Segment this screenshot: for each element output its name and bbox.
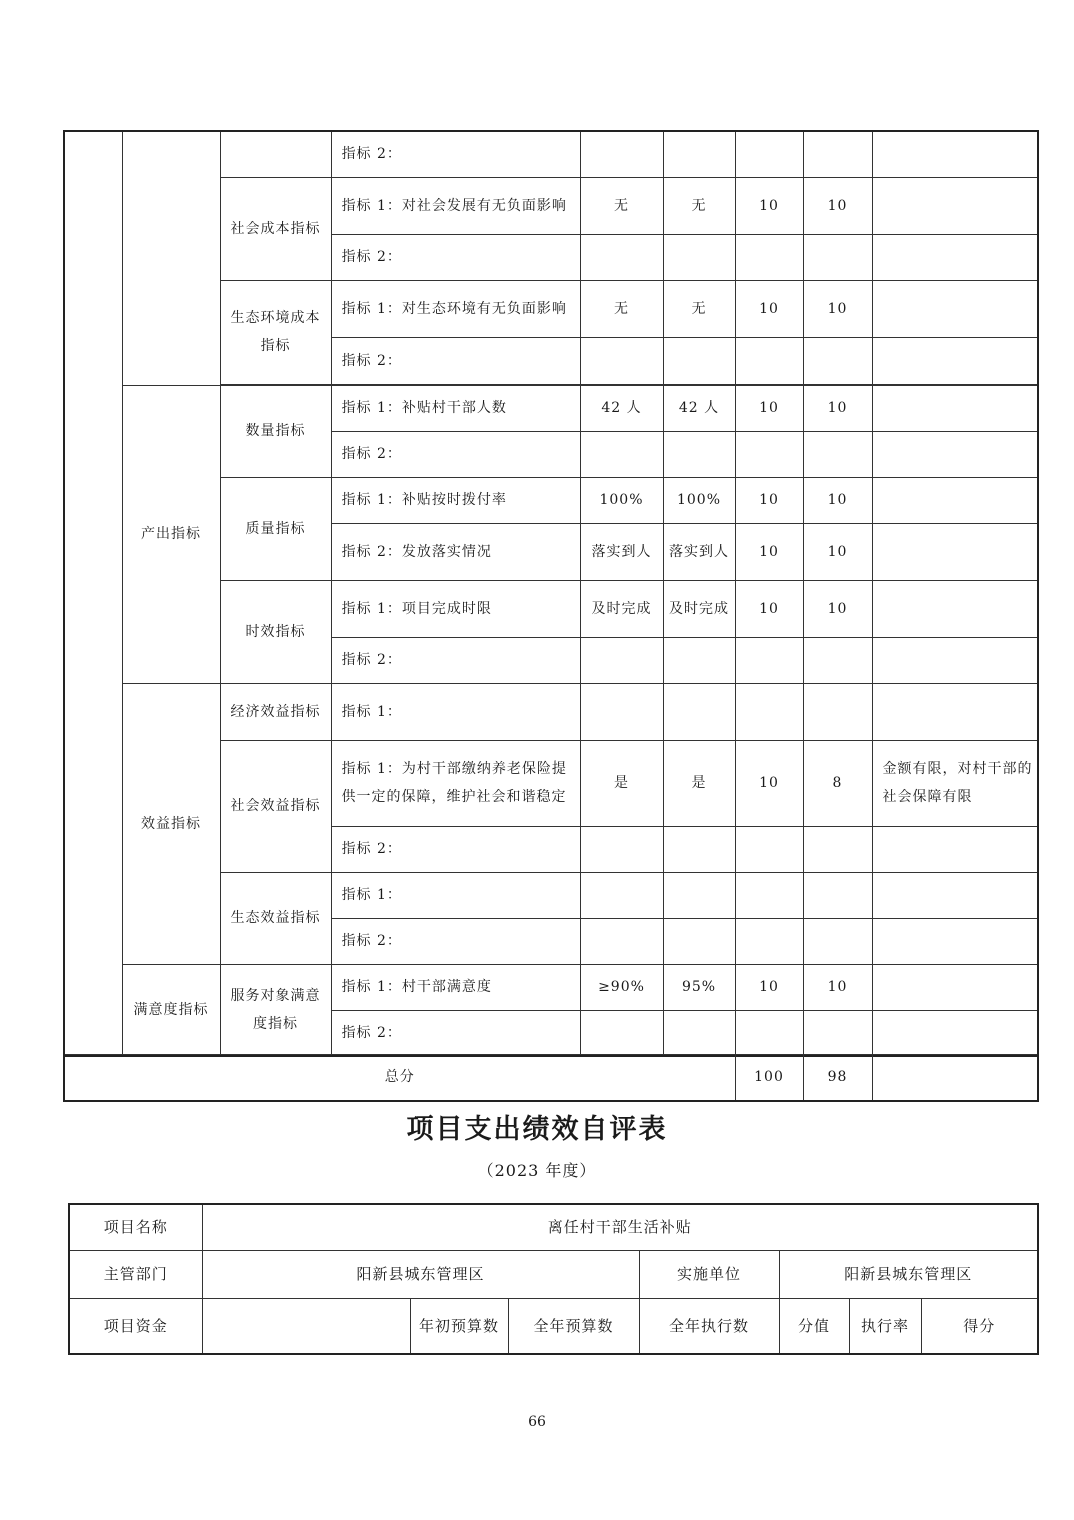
table-row [64, 385, 1038, 431]
indicator-cell: 指标 1：对生态环境有无负面影响 [331, 280, 580, 337]
impl-label: 实施单位 [639, 1250, 779, 1298]
target-cell: 100% [580, 477, 663, 523]
group-satisfaction: 满意度指标 [122, 964, 220, 1056]
indicator-cell: 指标 2： [331, 918, 580, 964]
indicator-cell: 指标 2： [331, 1010, 580, 1056]
score-cell: 10 [735, 523, 803, 580]
level3-cell: 服务对象满意度指标 [220, 964, 331, 1056]
level3-cell: 生态环境成本指标 [220, 280, 331, 384]
total-label: 总分 [64, 1055, 735, 1101]
header-initial-budget: 年初预算数 [410, 1298, 508, 1354]
actual-cell: 无 [663, 177, 735, 234]
indicator-cell: 指标 2： [331, 337, 580, 384]
score-cell: 10 [735, 580, 803, 637]
actual-cell: 落实到人 [663, 523, 735, 580]
score-cell: 10 [735, 385, 803, 431]
indicator-cell: 指标 1：村干部满意度 [331, 964, 580, 1010]
score-cell: 10 [735, 280, 803, 337]
table-row [64, 131, 1038, 177]
group-benefit: 效益指标 [122, 683, 220, 964]
indicator-cell: 指标 1：为村干部缴纳养老保险提供一定的保障，维护社会和谐稳定 [331, 740, 580, 826]
indicator-cell: 指标 1：项目完成时限 [331, 580, 580, 637]
dept-label: 主管部门 [69, 1250, 202, 1298]
remark-cell: 金额有限，对村干部的社会保障有限 [872, 740, 1038, 826]
indicator-cell: 指标 2：发放落实情况 [331, 523, 580, 580]
header-annual-budget: 全年预算数 [508, 1298, 639, 1354]
level3-cell: 生态效益指标 [220, 872, 331, 964]
actual-cell: 95% [663, 964, 735, 1010]
indicator-cell: 指标 2： [331, 131, 580, 177]
target-cell: 落实到人 [580, 523, 663, 580]
target-cell: 及时完成 [580, 580, 663, 637]
level2-cell [122, 131, 220, 385]
indicator-cell: 指标 1：对社会发展有无负面影响 [331, 177, 580, 234]
performance-indicator-table [63, 130, 1039, 1057]
indicator-cell: 指标 1：补贴按时拨付率 [331, 477, 580, 523]
level1-cell [64, 131, 122, 1056]
form-year: （2023 年度） [477, 1161, 597, 1180]
score-cell: 10 [735, 177, 803, 234]
total-row [64, 1055, 1038, 1101]
total-got: 98 [803, 1055, 872, 1101]
form-title: 项目支出绩效自评表 [406, 1114, 668, 1145]
page-number: 66 [528, 1414, 546, 1430]
got-cell: 10 [803, 280, 872, 337]
level3-cell: 数量指标 [220, 385, 331, 477]
got-cell: 10 [803, 523, 872, 580]
level3-cell: 社会效益指标 [220, 740, 331, 872]
header-got: 得分 [921, 1298, 1038, 1354]
target-cell: 是 [580, 740, 663, 826]
level3-cell: 时效指标 [220, 580, 331, 683]
score-cell: 10 [735, 740, 803, 826]
total-score: 100 [735, 1055, 803, 1101]
impl-value: 阳新县城东管理区 [779, 1250, 1038, 1298]
indicator-cell: 指标 2： [331, 826, 580, 872]
got-cell: 10 [803, 385, 872, 431]
header-rate: 执行率 [849, 1298, 921, 1354]
table-row [64, 683, 1038, 740]
got-cell: 10 [803, 177, 872, 234]
target-cell: ≥90% [580, 964, 663, 1010]
score-cell: 10 [735, 964, 803, 1010]
got-cell: 10 [803, 477, 872, 523]
level3-cell [220, 131, 331, 177]
table-row [64, 964, 1038, 1010]
indicator-cell: 指标 2： [331, 637, 580, 683]
target-cell: 42 人 [580, 385, 663, 431]
funds-label: 项目资金 [69, 1298, 202, 1354]
score-cell: 10 [735, 477, 803, 523]
indicator-cell: 指标 1： [331, 683, 580, 740]
dept-value: 阳新县城东管理区 [202, 1250, 639, 1298]
actual-cell: 及时完成 [663, 580, 735, 637]
table-row [69, 1250, 1038, 1298]
indicator-cell: 指标 2： [331, 431, 580, 477]
actual-cell: 是 [663, 740, 735, 826]
target-cell: 无 [580, 280, 663, 337]
project-name-label: 项目名称 [69, 1204, 202, 1250]
group-output: 产出指标 [122, 385, 220, 683]
level3-cell: 经济效益指标 [220, 683, 331, 740]
indicator-cell: 指标 1： [331, 872, 580, 918]
project-name-value: 离任村干部生活补贴 [202, 1204, 1038, 1250]
actual-cell: 无 [663, 280, 735, 337]
table-row [69, 1298, 1038, 1354]
indicator-cell: 指标 1：补贴村干部人数 [331, 385, 580, 431]
got-cell: 8 [803, 740, 872, 826]
table-row [69, 1204, 1038, 1250]
got-cell: 10 [803, 580, 872, 637]
indicator-cell: 指标 2： [331, 234, 580, 280]
header-annual-exec: 全年执行数 [639, 1298, 779, 1354]
total-row-table [63, 1054, 1039, 1102]
actual-cell: 42 人 [663, 385, 735, 431]
level3-cell: 质量指标 [220, 477, 331, 580]
target-cell: 无 [580, 177, 663, 234]
header-score: 分值 [779, 1298, 849, 1354]
got-cell: 10 [803, 964, 872, 1010]
project-info-table [68, 1203, 1039, 1355]
actual-cell: 100% [663, 477, 735, 523]
level3-cell: 社会成本指标 [220, 177, 331, 280]
